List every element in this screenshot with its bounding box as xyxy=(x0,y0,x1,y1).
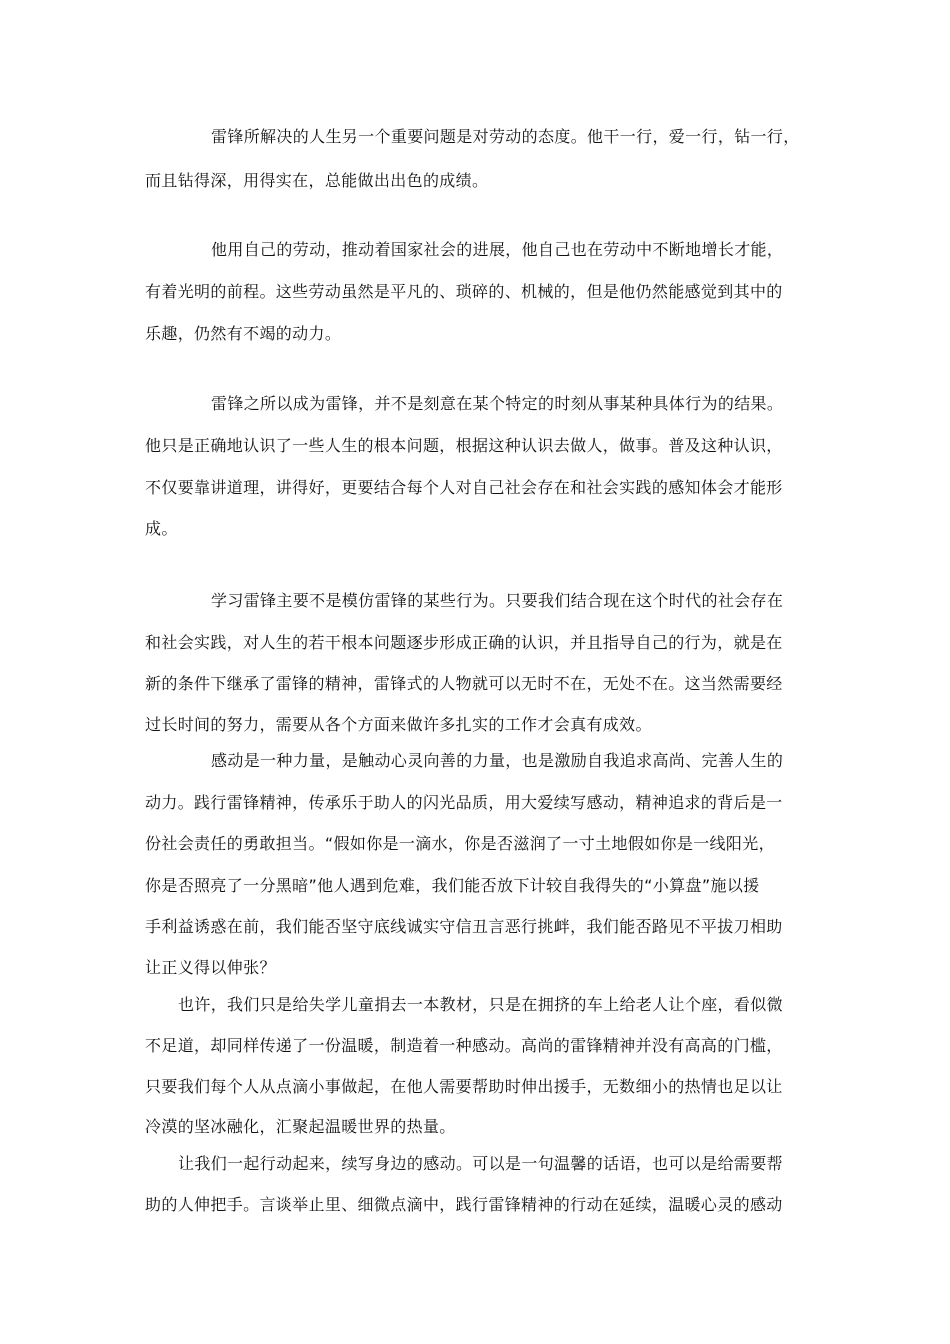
paragraph-line: 有着光明的前程。这些劳动虽然是平凡的、琐碎的、机械的，但是他仍然能感觉到其中的 xyxy=(145,282,783,301)
paragraph-line: 他用自己的劳动，推动着国家社会的进展，他自己也在劳动中不断地增长才能， xyxy=(211,240,784,259)
paragraph-line: 他只是正确地认识了一些人生的根本问题，根据这种认识去做人，做事。普及这种认识， xyxy=(145,436,783,455)
paragraph-line: 助的人伸把手。言谈举止里、细微点滴中，践行雷锋精神的行动在延续，温暖心灵的感动 xyxy=(145,1195,783,1214)
paragraph-line: 动力。践行雷锋精神，传承乐于助人的闪光品质，用大爱续写感动，精神追求的背后是一 xyxy=(145,793,783,812)
paragraph-line: 雷锋之所以成为雷锋，并不是刻意在某个特定的时刻从事某种具体行为的结果。 xyxy=(211,394,784,413)
paragraph-line: 学习雷锋主要不是模仿雷锋的某些行为。只要我们结合现在这个时代的社会存在 xyxy=(211,591,784,610)
paragraph-line: 成。 xyxy=(145,519,178,538)
paragraph-line: 乐趣，仍然有不竭的动力。 xyxy=(145,324,342,343)
paragraph-line: 不仅要靠讲道理，讲得好，更要结合每个人对自己社会存在和社会实践的感知体会才能形 xyxy=(145,478,783,497)
paragraph-line: 冷漠的坚冰融化，汇聚起温暖世界的热量。 xyxy=(145,1117,456,1136)
paragraph-line: 也许，我们只是给失学儿童捐去一本教材，只是在拥挤的车上给老人让个座，看似微 xyxy=(178,995,783,1014)
paragraph-line: 手利益诱惑在前，我们能否坚守底线诚实守信丑言恶行挑衅，我们能否路见不平拔刀相助 xyxy=(145,917,783,936)
paragraph-line: 而且钻得深，用得实在，总能做出出色的成绩。 xyxy=(145,171,489,190)
paragraph-line: 感动是一种力量，是触动心灵向善的力量，也是激励自我追求高尚、完善人生的 xyxy=(211,751,784,770)
paragraph-line: 份社会责任的勇敢担当。“假如你是一滴水，你是否滋润了一寸土地假如你是一线阳光， xyxy=(145,834,775,853)
paragraph-line: 只要我们每个人从点滴小事做起，在他人需要帮助时伸出援手，无数细小的热情也足以让 xyxy=(145,1077,783,1096)
paragraph-line: 和社会实践，对人生的若干根本问题逐步形成正确的认识，并且指导自己的行为，就是在 xyxy=(145,633,783,652)
paragraph-line: 过长时间的努力，需要从各个方面来做许多扎实的工作才会真有成效。 xyxy=(145,715,652,734)
paragraph-line: 新的条件下继承了雷锋的精神，雷锋式的人物就可以无时不在，无处不在。这当然需要经 xyxy=(145,674,783,693)
paragraph-line: 你是否照亮了一分黑暗”他人遇到危难，我们能否放下计较自我得失的“小算盘”施以援 xyxy=(145,876,760,895)
paragraph-line: 雷锋所解决的人生另一个重要问题是对劳动的态度。他干一行，爱一行，钻一行， xyxy=(211,127,800,146)
paragraph-line: 不足道，却同样传递了一份温暖，制造着一种感动。高尚的雷锋精神并没有高高的门槛， xyxy=(145,1036,783,1055)
paragraph-line: 让正义得以伸张？ xyxy=(145,958,276,977)
paragraph-line: 让我们一起行动起来，续写身边的感动。可以是一句温馨的话语，也可以是给需要帮 xyxy=(178,1154,783,1173)
